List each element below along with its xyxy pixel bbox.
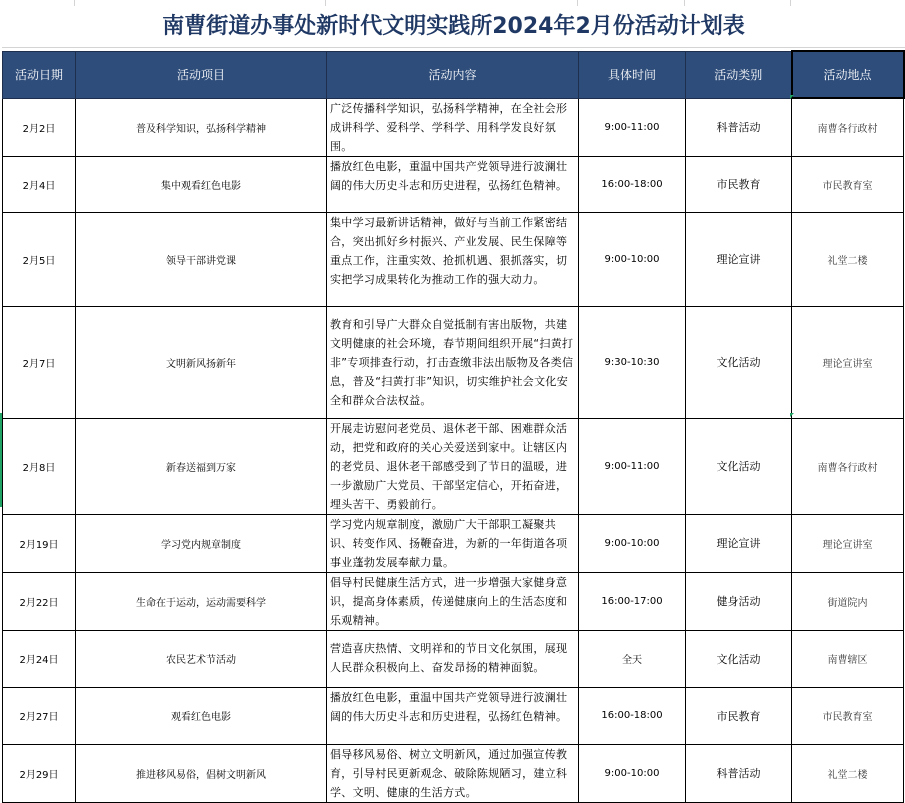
date-cell[interactable]: 2月24日 [3, 630, 76, 687]
category-cell[interactable]: 理论宣讲 [686, 212, 792, 306]
date-cell[interactable]: 2月7日 [3, 306, 76, 418]
table-row [3, 418, 904, 514]
location-cell[interactable]: 礼堂二楼 [792, 744, 904, 802]
project-cell[interactable]: 新春送福到万家 [76, 418, 327, 514]
time-cell[interactable]: 16:00-18:00 [579, 687, 686, 744]
date-cell[interactable]: 2月2日 [3, 98, 76, 156]
content-cell[interactable]: 集中学习最新讲话精神，做好与当前工作紧密结合，突出抓好乡村振兴、产业发展、民生保障等重点工作，注重实效、抢抓机遇、狠抓落实，切实把学习成果转化为推动工作的强大动力。 [327, 212, 579, 306]
active-cell-indicator [0, 413, 2, 507]
content-cell[interactable]: 倡导移风易俗、树立文明新风，通过加强宣传教育，引导村民更新观念、破除陈规陋习，建立科学、文明、健康的生活方式。 [327, 744, 579, 802]
project-cell[interactable]: 观看红色电影 [76, 687, 327, 744]
location-cell[interactable]: 理论宣讲室 [792, 514, 904, 572]
category-cell[interactable]: 科普活动 [686, 98, 792, 156]
category-cell[interactable]: 市民教育 [686, 687, 792, 744]
content-cell[interactable]: 广泛传播科学知识，弘扬科学精神，在全社会形成讲科学、爱科学、学科学、用科学发良好氛围。 [327, 98, 579, 156]
category-cell[interactable]: 健身活动 [686, 572, 792, 630]
date-cell[interactable]: 2月8日 [3, 418, 76, 514]
content-cell[interactable]: 播放红色电影，重温中国共产党领导进行波澜壮阔的伟大历史斗志和历史进程，弘扬红色精神。 [327, 156, 579, 212]
table-row [3, 572, 904, 630]
content-cell[interactable]: 营造喜庆热情、文明祥和的节日文化氛围，展现人民群众积极向上、奋发昂扬的精神面貌。 [327, 630, 579, 687]
table-row [3, 156, 904, 212]
header-cell-date[interactable]: 活动日期 [3, 51, 76, 98]
table-row [3, 744, 904, 802]
location-cell[interactable]: 理论宣讲室 [792, 306, 904, 418]
time-cell[interactable]: 全天 [579, 630, 686, 687]
location-cell[interactable]: 礼堂二楼 [792, 212, 904, 306]
project-cell[interactable]: 领导干部讲党课 [76, 212, 327, 306]
header-cell-time[interactable]: 具体时间 [579, 51, 686, 98]
table-row [3, 687, 904, 744]
header-cell-project[interactable]: 活动项目 [76, 51, 327, 98]
category-cell[interactable]: 理论宣讲 [686, 514, 792, 572]
content-cell[interactable]: 播放红色电影，重温中国共产党领导进行波澜壮阔的伟大历史斗志和历史进程，弘扬红色精神。 [327, 687, 579, 744]
project-cell[interactable]: 文明新风扬新年 [76, 306, 327, 418]
project-cell[interactable]: 集中观看红色电影 [76, 156, 327, 212]
comment-marker-icon [790, 413, 794, 417]
project-cell[interactable]: 生命在于运动，运动需要科学 [76, 572, 327, 630]
table-row [3, 98, 904, 156]
table-row [3, 514, 904, 572]
header-cell-content[interactable]: 活动内容 [327, 51, 579, 98]
project-cell[interactable]: 推进移风易俗，倡树文明新风 [76, 744, 327, 802]
content-cell[interactable]: 教育和引导广大群众自觉抵制有害出版物，共建文明健康的社会环境，春节期间组织开展“扫黄打非”专项排查行动，打击查缴非法出版物及各类信息，普及“扫黄打非”知识，切实维护社会文化安全和群众合法权益。 [327, 306, 579, 418]
time-cell[interactable]: 9:00-10:00 [579, 744, 686, 802]
location-cell[interactable]: 街道院内 [792, 572, 904, 630]
category-cell[interactable]: 市民教育 [686, 156, 792, 212]
time-cell[interactable]: 16:00-18:00 [579, 156, 686, 212]
time-cell[interactable]: 9:00-10:00 [579, 212, 686, 306]
header-cell-category[interactable]: 活动类别 [686, 51, 792, 98]
content-cell[interactable]: 学习党内规章制度，激励广大干部职工凝聚共识、转变作风、扬鞭奋进，为新的一年街道各项事业蓬勃发展奉献力量。 [327, 514, 579, 572]
time-cell[interactable]: 9:00-11:00 [579, 98, 686, 156]
location-cell[interactable]: 市民教育室 [792, 687, 904, 744]
header-row [3, 51, 904, 98]
schedule-table [2, 50, 905, 803]
time-cell[interactable]: 16:00-17:00 [579, 572, 686, 630]
date-cell[interactable]: 2月19日 [3, 514, 76, 572]
time-cell[interactable]: 9:00-10:00 [579, 514, 686, 572]
date-cell[interactable]: 2月22日 [3, 572, 76, 630]
category-cell[interactable]: 文化活动 [686, 630, 792, 687]
project-cell[interactable]: 学习党内规章制度 [76, 514, 327, 572]
location-cell[interactable]: 市民教育室 [792, 156, 904, 212]
location-cell[interactable]: 南曹各行政村 [792, 418, 904, 514]
table-row [3, 630, 904, 687]
header-cell-location[interactable]: 活动地点 [792, 51, 904, 98]
category-cell[interactable]: 文化活动 [686, 418, 792, 514]
project-cell[interactable]: 普及科学知识，弘扬科学精神 [76, 98, 327, 156]
project-cell[interactable]: 农民艺术节活动 [76, 630, 327, 687]
time-cell[interactable]: 9:00-11:00 [579, 418, 686, 514]
category-cell[interactable]: 文化活动 [686, 306, 792, 418]
table-row [3, 212, 904, 306]
date-cell[interactable]: 2月29日 [3, 744, 76, 802]
content-cell[interactable]: 开展走访慰问老党员、退休老干部、困难群众活动，把党和政府的关心关爱送到家中。让辖区内的老党员、退休老干部感受到了节日的温暖，进一步激励广大党员、干部坚定信心，开拓奋进，埋头苦干、勇毅前行。 [327, 418, 579, 514]
date-cell[interactable]: 2月4日 [3, 156, 76, 212]
date-cell[interactable]: 2月27日 [3, 687, 76, 744]
sheet-title[interactable]: 南曹街道办事处新时代文明实践所2024年2月份活动计划表 [2, 6, 905, 48]
table-row [3, 306, 904, 418]
comment-marker-icon [790, 95, 794, 99]
time-cell[interactable]: 9:30-10:30 [579, 306, 686, 418]
content-cell[interactable]: 倡导村民健康生活方式，进一步增强大家健身意识，提高身体素质，传递健康向上的生活态度和乐观精神。 [327, 572, 579, 630]
location-cell[interactable]: 南曹辖区 [792, 630, 904, 687]
location-cell[interactable]: 南曹各行政村 [792, 98, 904, 156]
date-cell[interactable]: 2月5日 [3, 212, 76, 306]
category-cell[interactable]: 科普活动 [686, 744, 792, 802]
